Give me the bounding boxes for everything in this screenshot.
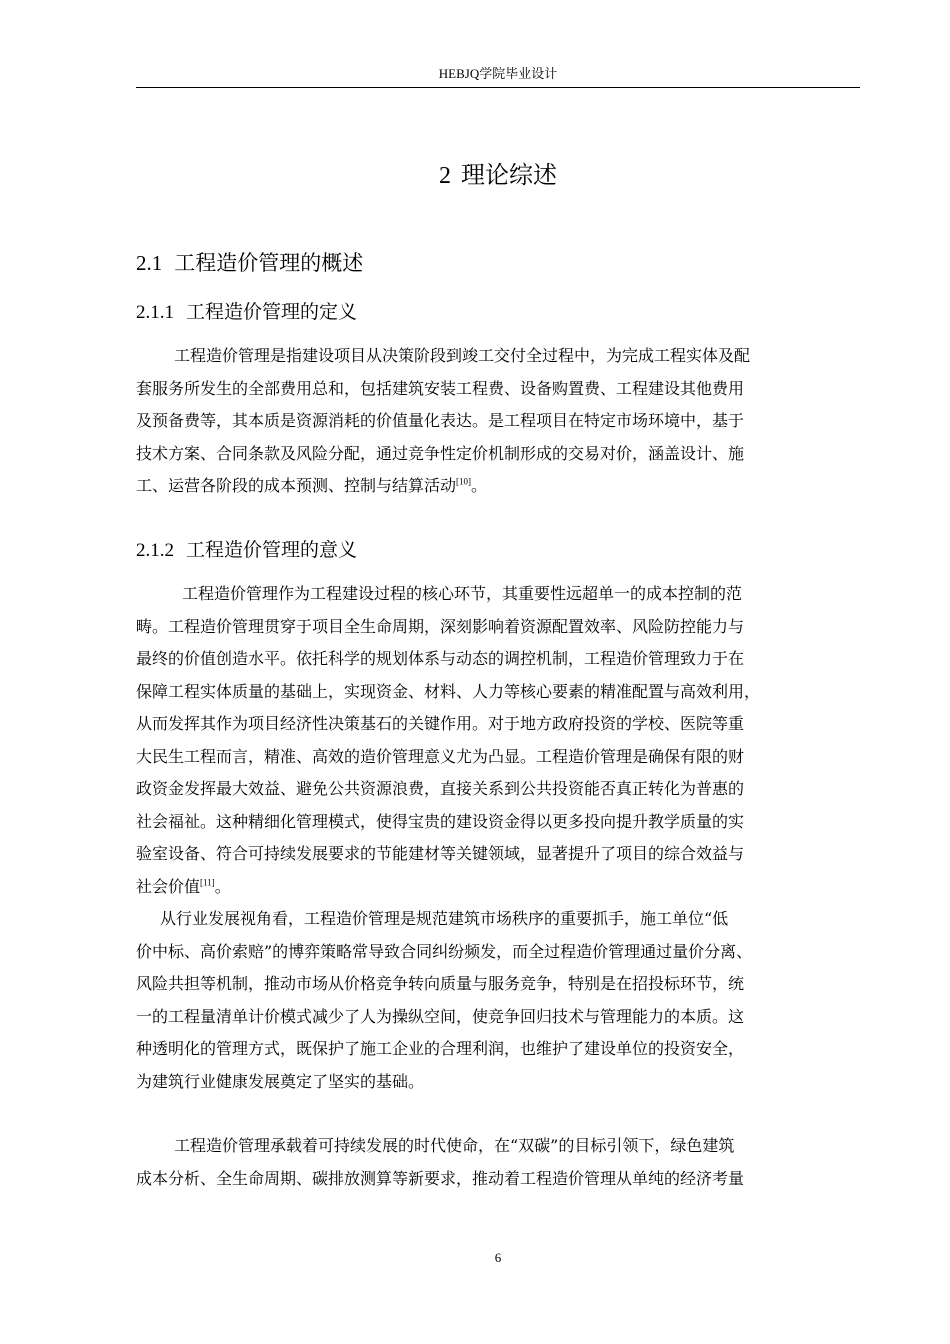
text-line: 套服务所发生的全部费用总和，包括建筑安装工程费、设备购置费、工程建设其他费用 [136, 378, 745, 398]
text-line: 成本分析、全生命周期、碳排放测算等新要求，推动着工程造价管理从单纯的经济考量 [136, 1168, 745, 1188]
text-fragment: 。 [214, 876, 231, 896]
text-line: 技术方案、合同条款及风险分配，通过竞争性定价机制形成的交易对价，涵盖设计、施 [136, 443, 745, 463]
citation-mark: [11] [200, 877, 215, 888]
text-fragment: 工、运营各阶段的成本预测、控制与结算活动 [136, 476, 457, 495]
paragraph-significance-3 [136, 1130, 860, 1195]
text-line [136, 470, 860, 503]
section-number: 2.1 [136, 251, 163, 275]
text-line: 价中标、高价索赔”的博弈策略常导致合同纠纷频发，而全过程造价管理通过量价分离、 [136, 941, 753, 961]
subsection-title: 工程造价管理的意义 [186, 539, 358, 561]
section-heading-2-1 [136, 248, 860, 278]
chapter-title [136, 158, 860, 193]
text-line [136, 871, 860, 904]
chapter-number: 2 [439, 163, 451, 189]
text-line: 保障工程实体质量的基础上，实现资金、材料、人力等核心要素的精准配置与高效利用， [136, 681, 761, 701]
subsection-number: 2.1.2 [136, 540, 174, 561]
page-number: 6 [494, 1250, 502, 1265]
text-line: 从行业发展视角看，工程造价管理是规范建筑市场秩序的重要抓手，施工单位“低 [160, 909, 729, 928]
text-line: 最终的价值创造水平。依托科学的规划体系与动态的调控机制，工程造价管理致力于在 [136, 649, 745, 668]
text-line: 大民生工程而言，精准、高效的造价管理意义尤为凸显。工程造价管理是确保有限的财 [136, 746, 745, 766]
subsection-heading-2-1-2 [136, 536, 860, 565]
text-line: 一的工程量清单计价模式减少了人为操纵空间，使竞争回归技术与管理能力的本质。这 [136, 1006, 745, 1026]
text-line: 为建筑行业健康发展奠定了坚实的基础。 [136, 1071, 425, 1091]
text-line: 种透明化的管理方式，既保护了施工企业的合理利润，也维护了建设单位的投资安全， [136, 1039, 745, 1058]
text-line: 畴。工程造价管理贯穿于项目全生命周期，深刻影响着资源配置效率、风险防控能力与 [136, 616, 745, 636]
text-line: 从而发挥其作为项目经济性决策基石的关键作用。对于地方政府投资的学校、医院等重 [136, 714, 745, 733]
text-line: 及预备费等，其本质是资源消耗的价值量化表达。是工程项目在特定市场环境中，基于 [136, 411, 745, 430]
text-line: 工程造价管理是指建设项目从决策阶段到竣工交付全过程中，为完成工程实体及配 [174, 346, 751, 365]
running-header: HEBJQ学院毕业设计 [438, 66, 558, 81]
paragraph-significance-1 [136, 578, 860, 903]
subsection-title: 工程造价管理的定义 [186, 301, 358, 323]
text-line: 工程造价管理承载着可持续发展的时代使命，在“双碳”的目标引领下，绿色建筑 [174, 1136, 735, 1155]
paragraph-significance-2 [136, 903, 860, 1098]
citation-mark: [10] [456, 476, 472, 487]
text-line: 政资金发挥最大效益、避免公共资源浪费，直接关系到公共投资能否真正转化为普惠的 [136, 779, 745, 798]
subsection-number: 2.1.1 [136, 302, 174, 323]
text-fragment: 社会价值 [136, 876, 201, 896]
text-fragment: 。 [471, 476, 488, 495]
section-title: 工程造价管理的概述 [174, 251, 364, 275]
text-line: 风险共担等机制，推动市场从价格竞争转向质量与服务竞争，特别是在招投标环节，统 [136, 974, 745, 993]
chapter-title-text: 理论综述 [461, 161, 557, 189]
text-line: 社会福祉。这种精细化管理模式，使得宝贵的建设资金得以更多投向提升教学质量的实 [136, 811, 745, 831]
text-line: 工程造价管理作为工程建设过程的核心环节，其重要性远超单一的成本控制的范 [182, 584, 743, 603]
paragraph-definition [136, 340, 860, 503]
text-line: 验室设备、符合可持续发展要求的节能建材等关键领域，显著提升了项目的综合效益与 [136, 844, 745, 863]
subsection-heading-2-1-1 [136, 298, 860, 327]
header-rule [136, 87, 860, 88]
